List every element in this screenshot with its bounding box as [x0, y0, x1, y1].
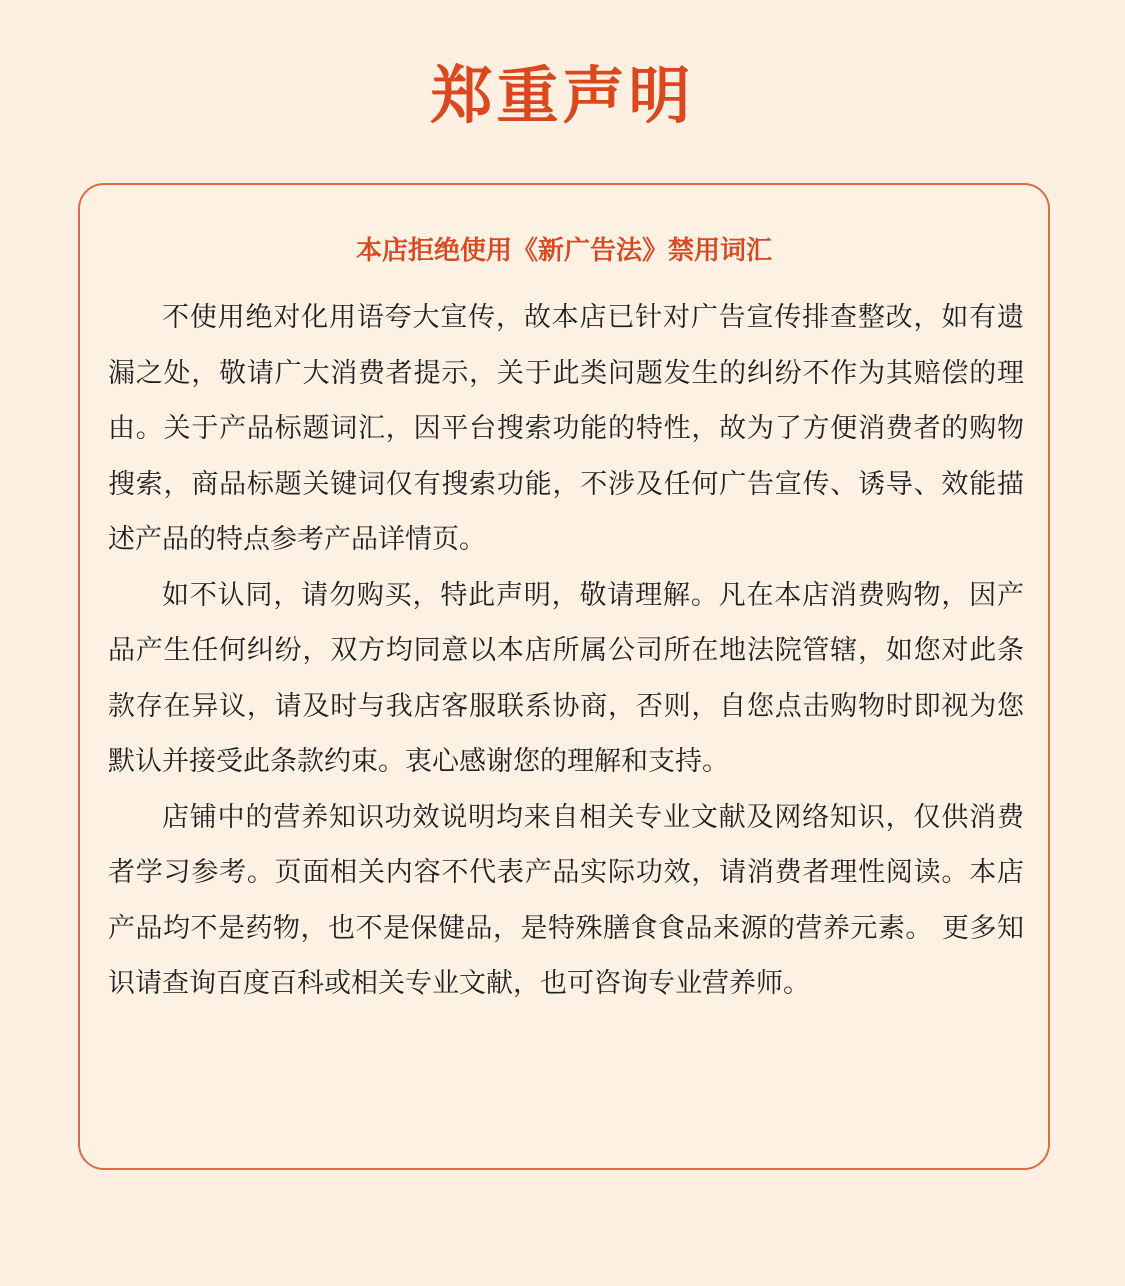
statement-panel: [78, 183, 1050, 1170]
statement-paragraph-jurisdiction: 如不认同，请勿购买，特此声明，敬请理解。凡在本店消费购物，因产品产生任何纠纷，双方均同意以本店所属公司所在地法院管辖，如您对此条款存在异议，请及时与我店客服联系协商，否则，自您点击购物时即视为您默认并接受此条款约束。衷心感谢您的理解和支持。: [108, 579, 1024, 777]
panel-subtitle: 本店拒绝使用《新广告法》禁用词汇: [355, 236, 772, 266]
statement-paragraph-advertising: 不使用绝对化用语夸大宣传，故本店已针对广告宣传排查整改，如有遗漏之处，敬请广大消费者提示，关于此类问题发生的纠纷不作为其赔偿的理由。关于产品标题词汇，因平台搜索功能的特性，故为了方便消费者的购物搜索，商品标题关键词仅有搜索功能，不涉及任何广告宣传、诱导、效能描述产品的特点参考产品详情页。: [108, 302, 1024, 555]
page-title: 郑重声明: [430, 59, 695, 132]
statement-body: [108, 290, 1024, 1012]
statement-paragraph-nutrition: 店铺中的营养知识功效说明均来自相关专业文献及网络知识，仅供消费者学习参考。页面相关内容不代表产品实际功效，请消费者理性阅读。本店产品均不是药物，也不是保健品，是特殊膳食食品来源的营养元素。 更多知识请查询百度百科或相关专业文献，也可咨询专业营养师。: [108, 801, 1024, 999]
